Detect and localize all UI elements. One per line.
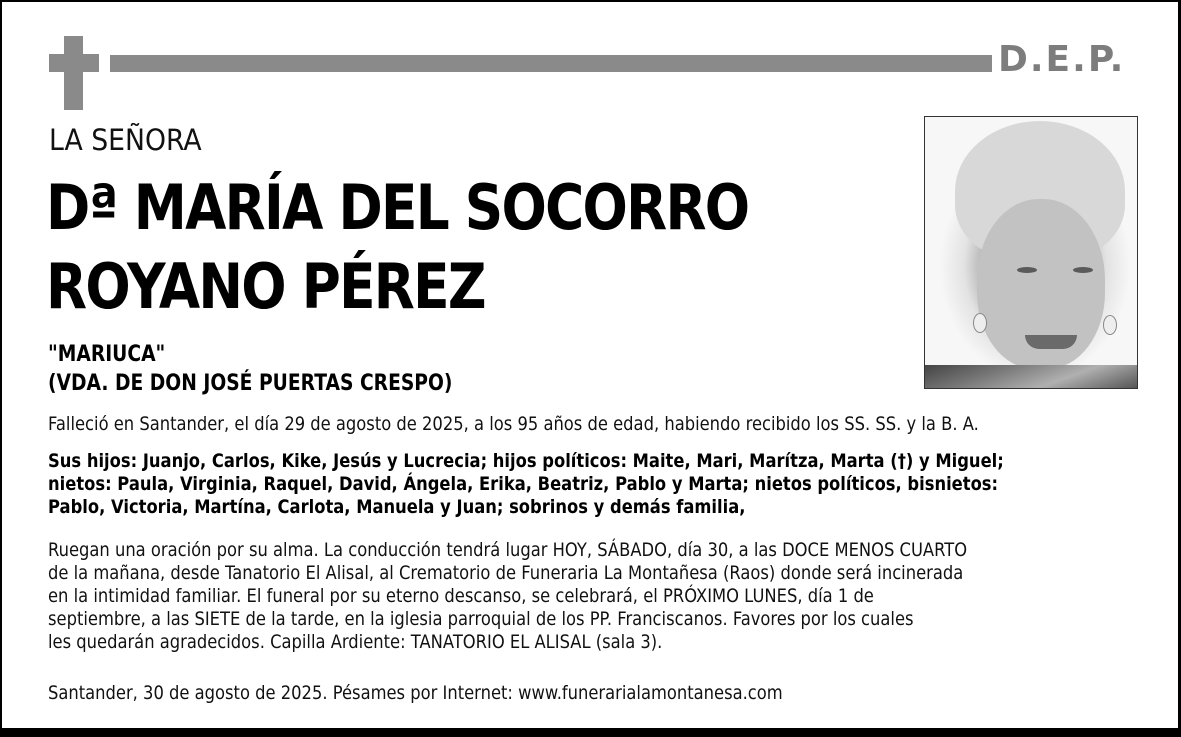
obituary-notice [2, 2, 1178, 728]
bottom-border [0, 728, 1181, 737]
photo-earring-right [1103, 315, 1117, 335]
family-line: nietos: Paula, Virginia, Raquel, David, Ángela, Erika, Beatriz, Pablo y Marta; nietos políticos, bisnietos: [48, 473, 999, 495]
title-prefix: LA SEÑORA [49, 123, 202, 157]
dep-label: D.E.P. [998, 39, 1126, 80]
name-line-2: ROYANO PÉREZ [46, 250, 485, 323]
death-notice: Falleció en Santander, el día 29 de agosto de 2025, a los 95 años de edad, habiendo recibido los SS. SS. y la B. A. [48, 413, 979, 435]
arrangements-line: en la intimidad familiar. El funeral por su eterno descanso, se celebrará, el PRÓXIMO LUNES, día 1 de [48, 585, 874, 607]
family-line: Sus hijos: Juanjo, Carlos, Kike, Jesús y Lucrecia; hijos políticos: Maite, Mari, Marítza, Marta (†) y Miguel; [48, 450, 1004, 472]
photo-collar [925, 365, 1137, 389]
header-rule [110, 55, 992, 72]
cross-icon-bar [49, 54, 99, 72]
photo-eye-left [1017, 267, 1037, 273]
family-line: Pablo, Victoria, Martína, Carlota, Manuela y Juan; sobrinos y demás familia, [48, 496, 746, 518]
arrangements-line: de la mañana, desde Tanatorio El Alisal, al Crematorio de Funeraria La Montañesa (Raos) donde será incinerada [48, 562, 964, 584]
nickname: "MARIUCA" [48, 342, 166, 367]
alias-block [48, 340, 452, 398]
arrangements-line: les quedarán agradecidos. Capilla Ardiente: TANATORIO EL ALISAL (sala 3). [48, 631, 663, 653]
cross-icon [64, 36, 83, 110]
family-list [48, 450, 1004, 519]
photo-earring-left [973, 313, 987, 333]
footer-text: Santander, 30 de agosto de 2025. Pésames por Internet: www.funerarialamontanesa.com [48, 682, 783, 704]
photo-eye-right [1073, 267, 1093, 273]
arrangements-line: septiembre, a las SIETE de la tarde, en la iglesia parroquial de los PP. Franciscanos. Favores por los cuales [48, 608, 914, 630]
name-line-1: Dª MARÍA DEL SOCORRO [46, 171, 749, 244]
arrangements-line: Ruegan una oración por su alma. La conducción tendrá lugar HOY, SÁBADO, día 30, a las DOCE MENOS CUARTO [48, 539, 968, 561]
photo-mouth [1025, 335, 1077, 349]
portrait-photo [924, 116, 1138, 389]
arrangements [48, 539, 967, 654]
deceased-name [46, 168, 748, 326]
widow-of: (VDA. DE DON JOSÉ PUERTAS CRESPO) [48, 371, 453, 396]
